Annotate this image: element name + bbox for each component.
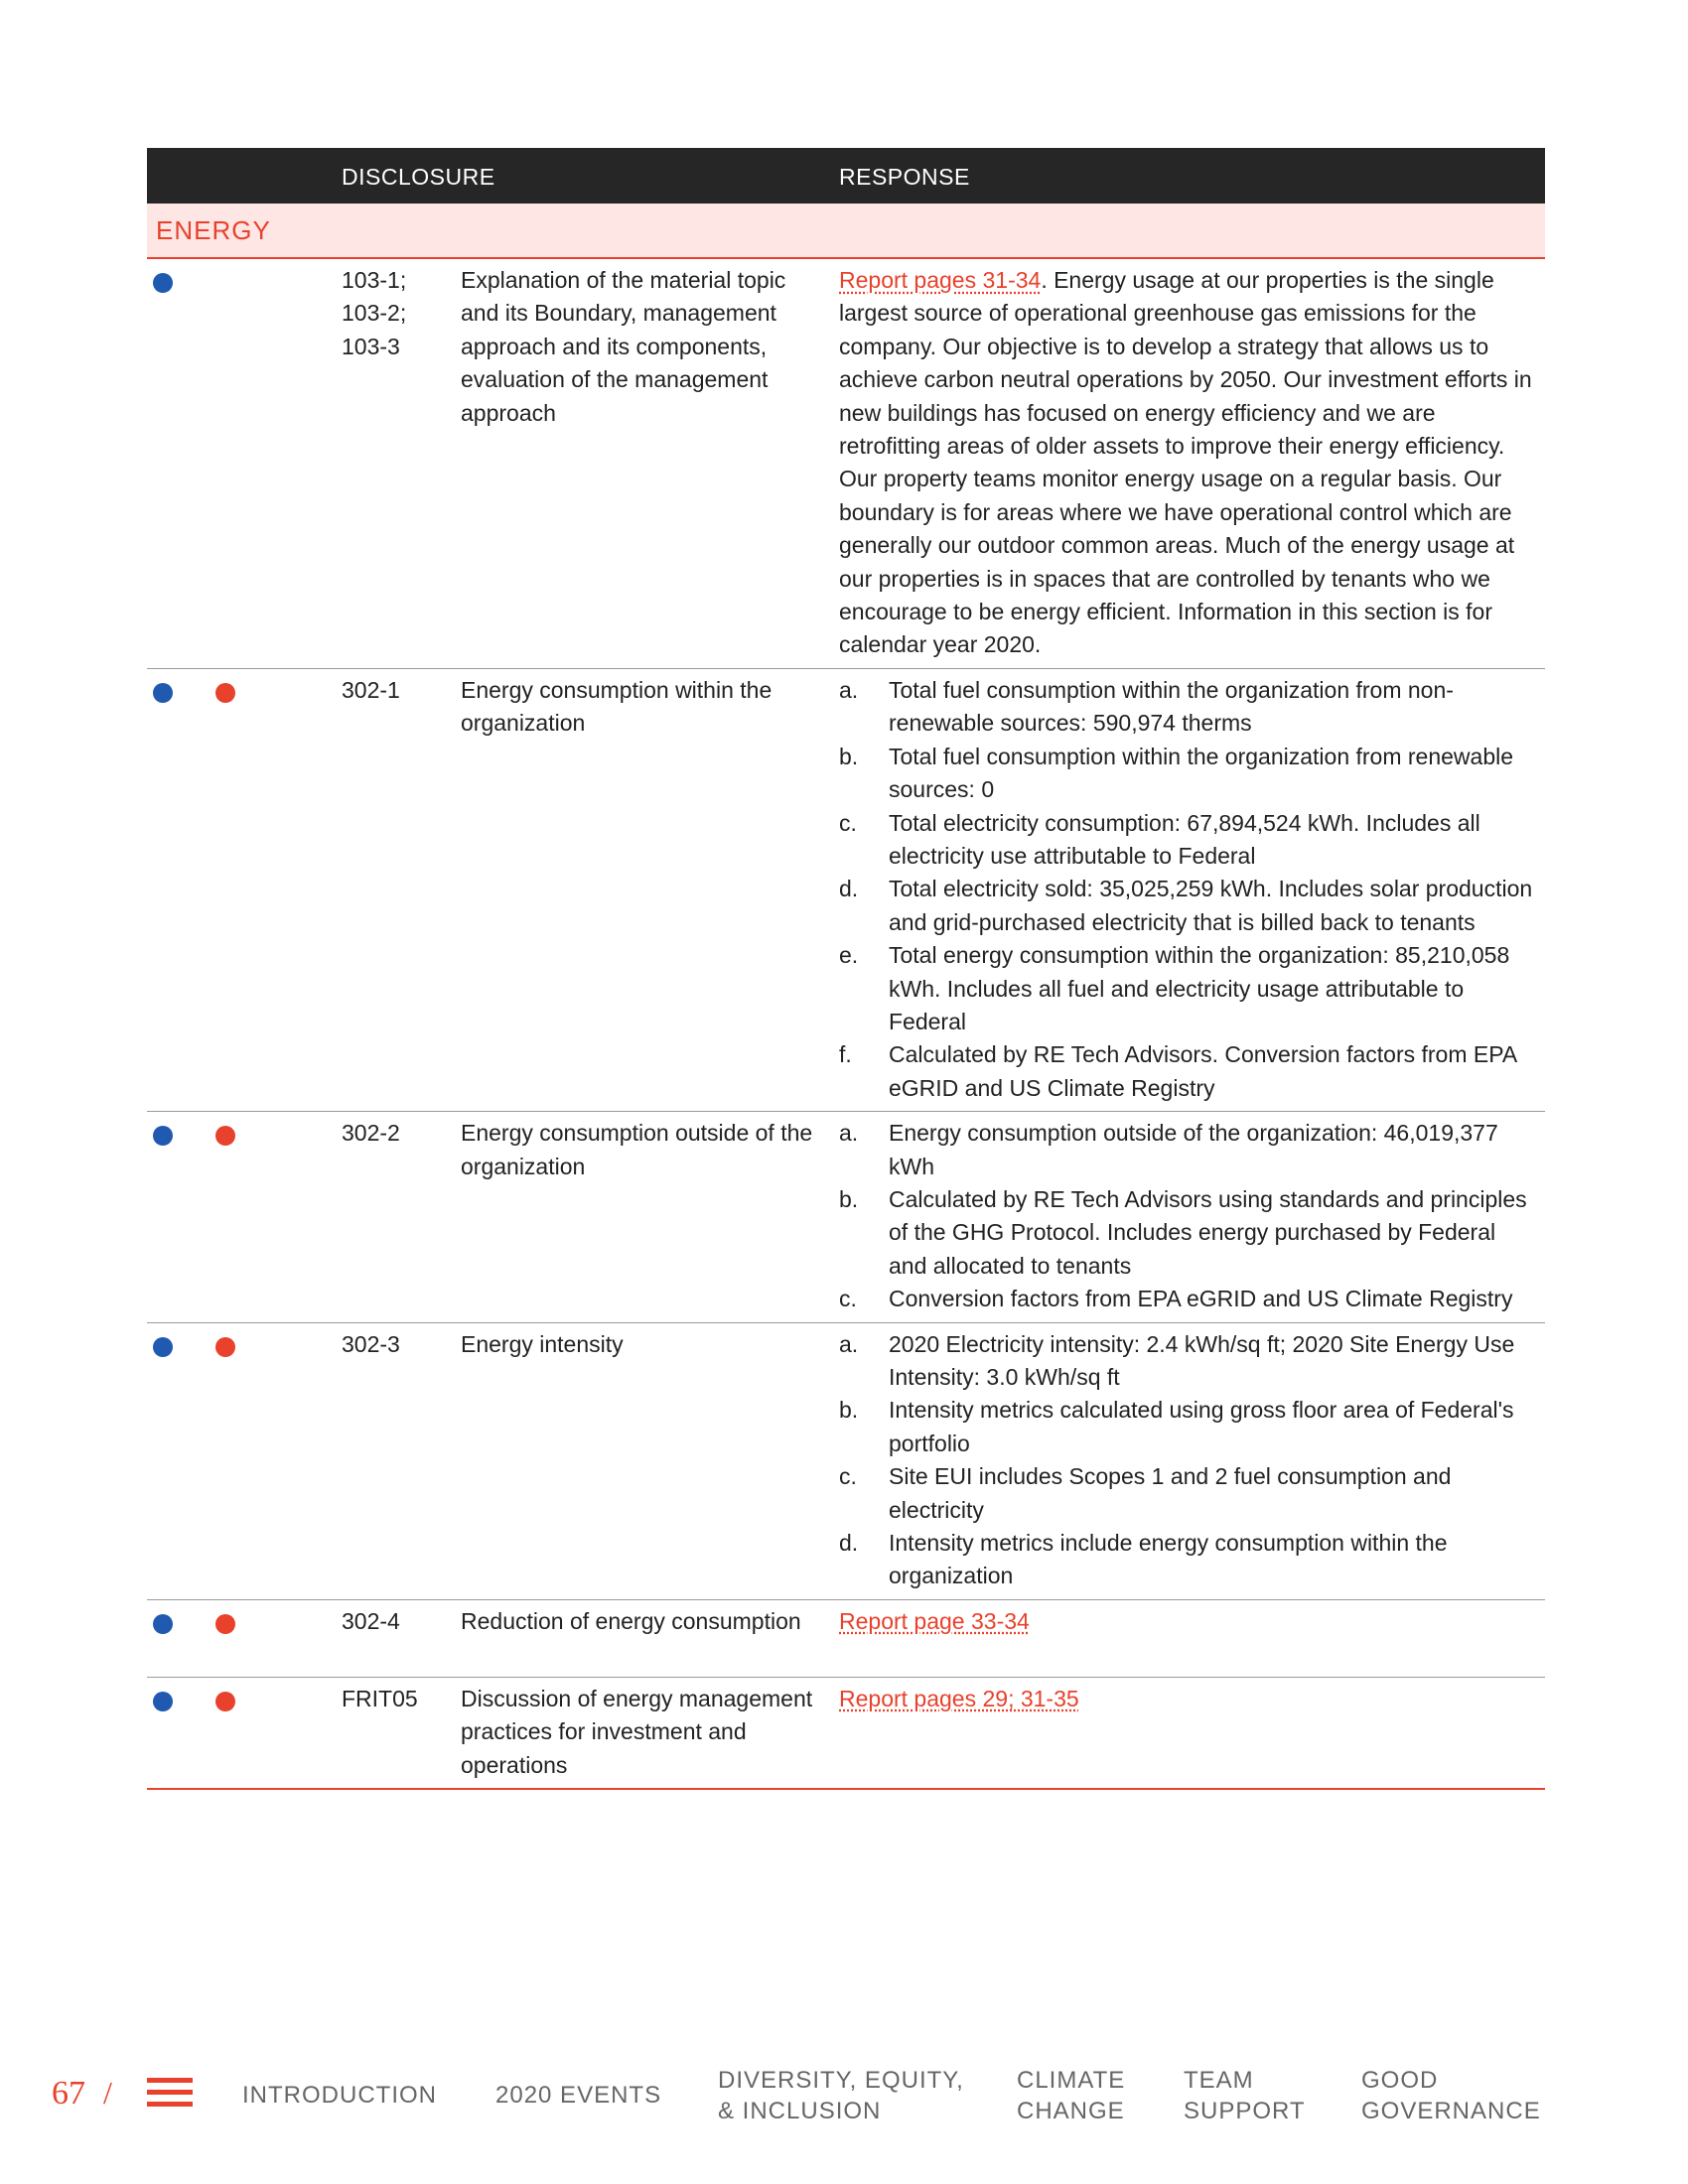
list-item <box>839 741 1534 807</box>
red-dot-icon <box>215 1692 235 1711</box>
disclosure-code: 302-2 <box>342 1120 400 1147</box>
list-letter: c. <box>839 809 857 836</box>
report-link[interactable]: Report pages 31-34 <box>839 267 1042 293</box>
list-text: Total fuel consumption within the organization from non-renewable sources: 590,974 therms <box>889 676 1454 737</box>
blue-dot-icon <box>153 1692 173 1711</box>
list-text: Total electricity consumption: 67,894,524 kWh. Includes all electricity use attributable to Federal <box>889 809 1480 869</box>
table-header <box>147 148 1545 204</box>
disclosure-title: Energy consumption outside of the organization <box>461 1120 813 1179</box>
disclosure-code: 302-4 <box>342 1607 400 1634</box>
section-title: ENERGY <box>156 215 271 245</box>
blue-dot-icon <box>153 683 173 703</box>
table-row <box>147 1323 1545 1600</box>
list-item <box>839 1394 1534 1460</box>
nav-label: & INCLUSION <box>718 2098 882 2124</box>
disclosure-code: FRIT05 <box>342 1685 418 1711</box>
red-dot-icon <box>215 1337 235 1357</box>
list-item <box>839 1117 1534 1183</box>
blue-dot-icon <box>153 273 173 293</box>
list-item <box>839 674 1534 741</box>
list-item <box>839 1183 1534 1283</box>
list-text: Intensity metrics include energy consumption within the organization <box>889 1530 1448 1589</box>
header-disclosure: DISCLOSURE <box>342 164 495 190</box>
nav-label: GOOD <box>1361 2067 1439 2094</box>
table-row <box>147 259 1545 669</box>
disclosure-title: Energy consumption within the organization <box>461 676 773 737</box>
red-dot-icon <box>215 1614 235 1634</box>
blue-dot-icon <box>153 1126 173 1146</box>
list-letter: a. <box>839 1120 859 1147</box>
nav-introduction[interactable] <box>242 2080 437 2111</box>
table-row <box>147 1678 1545 1790</box>
response-text: . Energy usage at our properties is the single largest source of operational greenhouse gas emissions for the company. Our objective is to develop a strategy that allows us to achieve carbon neutral operations by 2050. Our investment efforts in new buildings has focused on energy efficiency and we are retrofitting areas of older assets to improve their energy efficiency. Our property teams monitor energy usage on a regular basis. Our boundary is for areas where we have operational control which are generally our outdoor common areas. Much of the energy usage at our properties is in spaces that are controlled by tenants who we encourage to be energy efficient. Information in this section is for calendar year 2020. <box>839 267 1532 658</box>
disclosure-code: 103-1; 103-2; 103-3 <box>342 267 407 359</box>
response <box>839 259 1534 668</box>
page-slash: / <box>103 2075 112 2111</box>
list-letter: d. <box>839 1530 859 1557</box>
list-letter: b. <box>839 743 859 769</box>
disclosure-code: 302-1 <box>342 676 400 703</box>
red-dot-icon <box>215 1126 235 1146</box>
nav-diversity-equity-inclusion[interactable] <box>718 2065 964 2126</box>
list-letter: a. <box>839 1330 859 1357</box>
nav-label: CHANGE <box>1017 2098 1125 2124</box>
nav-label: 2020 EVENTS <box>495 2082 662 2109</box>
list-item <box>839 873 1534 939</box>
list-text: Intensity metrics calculated using gross floor area of Federal's portfolio <box>889 1397 1514 1456</box>
list-text: Total fuel consumption within the organization from renewable sources: 0 <box>889 743 1514 803</box>
list-text: Calculated by RE Tech Advisors. Conversion factors from EPA eGRID and US Climate Registry <box>889 1041 1516 1101</box>
blue-dot-icon <box>153 1614 173 1634</box>
page-number: 67 <box>52 2075 85 2112</box>
nav-team-support[interactable] <box>1184 2065 1306 2126</box>
table-row <box>147 669 1545 1112</box>
section-energy <box>147 204 1545 259</box>
nav-label: TEAM <box>1184 2067 1254 2094</box>
nav-2020-events[interactable] <box>495 2080 661 2111</box>
disclosure-title: Reduction of energy consumption <box>461 1607 801 1634</box>
nav-label: CLIMATE <box>1017 2067 1126 2094</box>
table-row <box>147 1112 1545 1322</box>
report-link[interactable]: Report page 33-34 <box>839 1607 1030 1634</box>
list-letter: b. <box>839 1397 859 1424</box>
footer-nav <box>0 2045 1688 2144</box>
list-letter: a. <box>839 676 859 703</box>
list-text: Total electricity sold: 35,025,259 kWh. Includes solar production and grid-purchased electricity that is billed back to tenants <box>889 876 1533 935</box>
list-text: Total energy consumption within the organization: 85,210,058 kWh. Includes all fuel and electricity usage attributable to Federal <box>889 942 1510 1034</box>
nav-label: GOVERNANCE <box>1361 2098 1541 2124</box>
red-dot-icon <box>215 683 235 703</box>
list-item <box>839 1328 1534 1395</box>
nav-climate-change[interactable] <box>1017 2065 1125 2126</box>
list-text: Calculated by RE Tech Advisors using standards and principles of the GHG Protocol. Includes energy purchased by Federal and allocated to tenants <box>889 1185 1527 1279</box>
list-item <box>839 1460 1534 1527</box>
table-row <box>147 1600 1545 1678</box>
list-item <box>839 1527 1534 1593</box>
disclosure-title: Energy intensity <box>461 1330 624 1357</box>
response <box>839 669 1534 1111</box>
report-link[interactable]: Report pages 29; 31-35 <box>839 1685 1079 1711</box>
header-response: RESPONSE <box>839 164 970 190</box>
response <box>839 1323 1534 1599</box>
nav-good-governance[interactable] <box>1361 2065 1541 2126</box>
list-text: Energy consumption outside of the organization: 46,019,377 kWh <box>889 1120 1498 1179</box>
blue-dot-icon <box>153 1337 173 1357</box>
list-letter: d. <box>839 876 859 902</box>
list-letter: c. <box>839 1463 857 1490</box>
list-letter: f. <box>839 1041 852 1068</box>
list-text: 2020 Electricity intensity: 2.4 kWh/sq ft; 2020 Site Energy Use Intensity: 3.0 kWh/sq ft <box>889 1330 1515 1390</box>
response <box>839 1600 1534 1644</box>
list-item <box>839 807 1534 874</box>
response <box>839 1678 1534 1721</box>
disclosure-title: Explanation of the material topic and its Boundary, management approach and its components, evaluation of the management approach <box>461 267 786 426</box>
response <box>839 1112 1534 1321</box>
list-text: Conversion factors from EPA eGRID and US Climate Registry <box>889 1286 1513 1312</box>
list-item <box>839 1038 1534 1105</box>
nav-label: INTRODUCTION <box>242 2082 437 2109</box>
list-item <box>839 1283 1534 1315</box>
list-letter: c. <box>839 1286 857 1312</box>
disclosure-table <box>147 148 1545 1790</box>
menu-icon[interactable] <box>147 2078 193 2112</box>
list-text: Site EUI includes Scopes 1 and 2 fuel consumption and electricity <box>889 1463 1452 1523</box>
disclosure-code: 302-3 <box>342 1330 400 1357</box>
disclosure-title: Discussion of energy management practices for investment and operations <box>461 1685 813 1778</box>
nav-label: DIVERSITY, EQUITY, <box>718 2067 964 2094</box>
list-letter: e. <box>839 942 859 969</box>
list-item <box>839 939 1534 1038</box>
list-letter: b. <box>839 1185 859 1212</box>
nav-label: SUPPORT <box>1184 2098 1306 2124</box>
